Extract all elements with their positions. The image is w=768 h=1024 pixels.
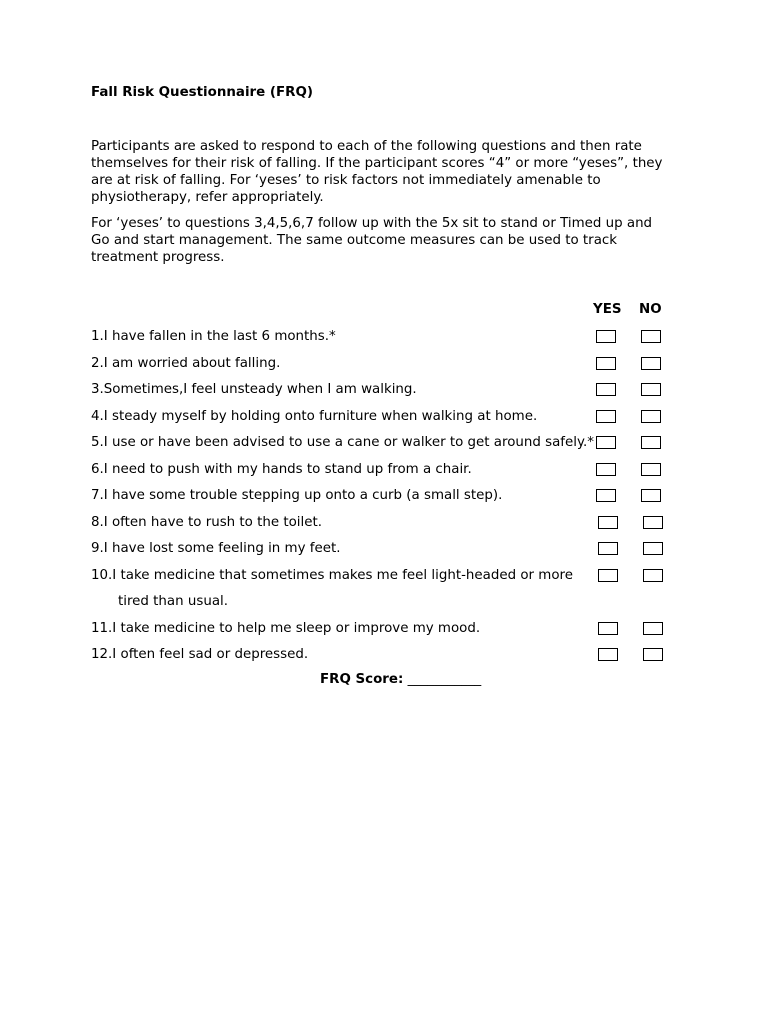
question-10-yes-checkbox[interactable] [598, 569, 618, 582]
question-1-yes-checkbox[interactable] [596, 330, 616, 343]
question-9-text: 9.I have lost some feeling in my feet. [91, 541, 341, 556]
question-7-text: 7.I have some trouble stepping up onto a curb (a small step). [91, 488, 503, 503]
question-11-yes-checkbox[interactable] [598, 622, 618, 635]
question-6-no-checkbox[interactable] [641, 463, 661, 476]
question-1-no-checkbox[interactable] [641, 330, 661, 343]
question-2-text: 2.I am worried about falling. [91, 356, 281, 371]
question-10-no-checkbox[interactable] [643, 569, 663, 582]
question-4-text: 4.I steady myself by holding onto furniture when walking at home. [91, 409, 538, 424]
question-8-no-checkbox[interactable] [643, 516, 663, 529]
instructions-paragraph: Participants are asked to respond to each of the following questions and then rate themselves for their risk of falling. If the participant scores “4” or more “yeses”, they are at risk of falling. For ‘yeses’ to risk factors not immediately amenable to physiotherapy, refer appropriately. [91, 139, 663, 205]
question-8-yes-checkbox[interactable] [598, 516, 618, 529]
question-8-text: 8.I often have to rush to the toilet. [91, 515, 322, 530]
question-6-text: 6.I need to push with my hands to stand up from a chair. [91, 462, 472, 477]
question-3-no-checkbox[interactable] [641, 383, 661, 396]
frq-score-blank[interactable]: ___________ [407, 672, 482, 687]
question-7-yes-checkbox[interactable] [596, 489, 616, 502]
question-11-text: 11.I take medicine to help me sleep or improve my mood. [91, 621, 481, 636]
question-12-yes-checkbox[interactable] [598, 648, 618, 661]
question-6-yes-checkbox[interactable] [596, 463, 616, 476]
frq-score-line [320, 672, 481, 687]
page-title: Fall Risk Questionnaire (FRQ) [91, 85, 313, 100]
question-4-no-checkbox[interactable] [641, 410, 661, 423]
question-12-no-checkbox[interactable] [643, 648, 663, 661]
no-column-header: NO [639, 302, 662, 317]
yes-column-header: YES [593, 302, 622, 317]
question-5-text: 5.I use or have been advised to use a cane or walker to get around safely.* [91, 435, 594, 450]
question-11-no-checkbox[interactable] [643, 622, 663, 635]
frq-score-label: FRQ Score: [320, 672, 404, 687]
question-9-no-checkbox[interactable] [643, 542, 663, 555]
question-3-yes-checkbox[interactable] [596, 383, 616, 396]
question-9-yes-checkbox[interactable] [598, 542, 618, 555]
question-2-no-checkbox[interactable] [641, 357, 661, 370]
follow-up-paragraph: For ‘yeses’ to questions 3,4,5,6,7 follow up with the 5x sit to stand or Timed up and Go and start management. The same outcome measures can be used to track treatment progress. [91, 216, 653, 265]
question-3-text: 3.Sometimes,I feel unsteady when I am walking. [91, 382, 417, 397]
question-7-no-checkbox[interactable] [641, 489, 661, 502]
question-5-yes-checkbox[interactable] [596, 436, 616, 449]
question-10-continuation: tired than usual. [118, 594, 228, 609]
question-2-yes-checkbox[interactable] [596, 357, 616, 370]
question-12-text: 12.I often feel sad or depressed. [91, 647, 309, 662]
question-1-text: 1.I have fallen in the last 6 months.* [91, 329, 336, 344]
question-5-no-checkbox[interactable] [641, 436, 661, 449]
question-4-yes-checkbox[interactable] [596, 410, 616, 423]
question-10-text: 10.I take medicine that sometimes makes me feel light-headed or more [91, 568, 573, 583]
